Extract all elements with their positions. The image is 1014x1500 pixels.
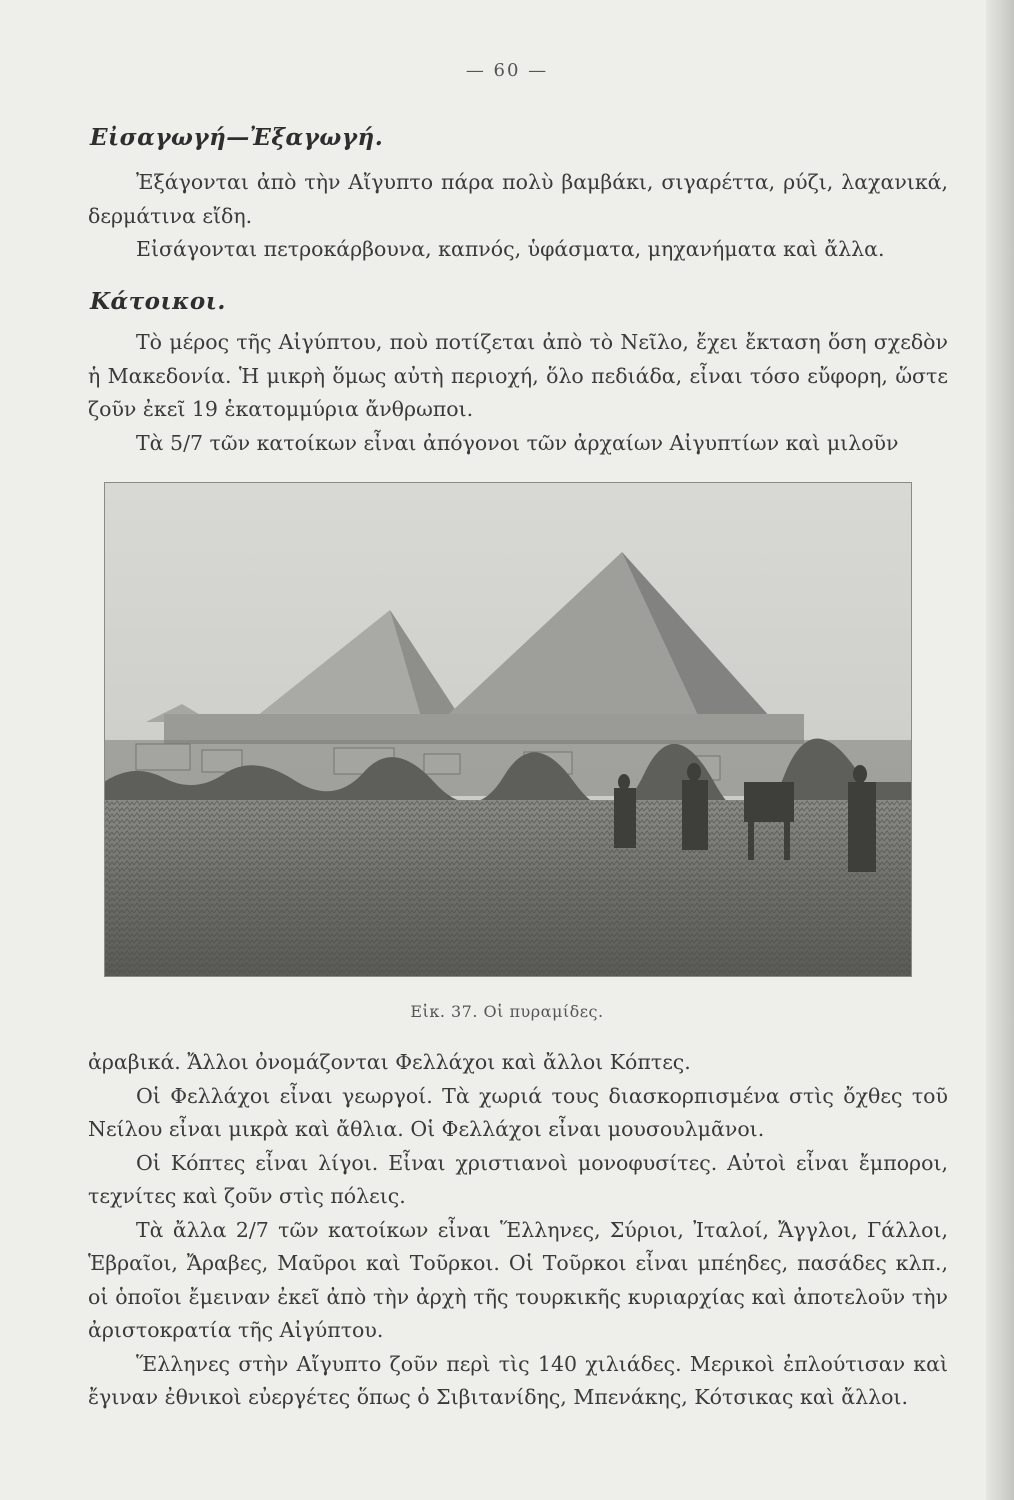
trade-imports: Εἰσάγονται πετροκάρβουνα, καπνός, ὑφάσματα, μηχανήματα καὶ ἄλλα. xyxy=(136,237,885,261)
inhabitants-text xyxy=(88,326,948,460)
fellahs-paragraph: Οἱ Φελλάχοι εἶναι γεωργοί. Τὰ χωριά τους διασκορπισμένα στὶς ὄχθες τοῦ Νείλου εἶναι μικρὰ καὶ ἄθλια. Οἱ Φελλάχοι εἶναι μουσουλμᾶνοι. xyxy=(88,1083,948,1141)
page-number: — 60 — xyxy=(465,60,549,81)
figure-caption: Εἰκ. 37. Οἱ πυραμίδες. xyxy=(410,1002,604,1021)
greeks-paragraph: Ἕλληνες στὴν Αἴγυπτο ζοῦν περὶ τὶς 140 χιλιάδες. Μερικοὶ ἐπλούτισαν καὶ ἔγιναν ἐθνικοὶ εὐεργέτες ὅπως ὁ Σιβιτανίδης, Μπενάκης, Κότσικας καὶ ἄλλοι. xyxy=(88,1351,948,1409)
trade-exports: Ἐξάγονται ἀπὸ τὴν Αἴγυπτο πάρα πολὺ βαμβάκι, σιγαρέττα, ρύζι, λαχανικά, δερμάτινα εἴδη. xyxy=(88,170,948,228)
page-edge-shadow xyxy=(986,0,1014,1500)
pyramids-photo xyxy=(104,482,912,977)
inhabitants-paragraph-2: Τὰ 5/7 τῶν κατοίκων εἶναι ἀπόγονοι τῶν ἀρχαίων Αἰγυπτίων καὶ μιλοῦν xyxy=(136,430,899,455)
copts-paragraph: Οἱ Κόπτες εἶναι λίγοι. Εἶναι χριστιανοὶ μονοφυσίτες. Αὐτοὶ εἶναι ἔμποροι, τεχνίτες καὶ ζοῦν στὶς πόλεις. xyxy=(88,1150,948,1208)
continuation-line-1: ἀραβικά. Ἄλλοι ὀνομάζονται Φελλάχοι καὶ ἄλλοι Κόπτες. xyxy=(88,1050,691,1074)
inhabitants-paragraph-1: Τὸ μέρος τῆς Αἰγύπτου, ποὺ ποτίζεται ἀπὸ τὸ Νεῖλο, ἔχει ἔκταση ὅση σχεδὸν ἡ Μακεδονία. Ἡ μικρὴ ὅμως αὐτὴ περιοχή, ὅλο πεδιάδα, εἶναι τόσο εὔφορη, ὥστε ζοῦν ἐκεῖ 19 ἑκατομμύρια ἄνθρωποι. xyxy=(88,330,948,421)
other-inhabitants-paragraph: Τὰ ἄλλα 2/7 τῶν κατοίκων εἶναι Ἕλληνες, Σύριοι, Ἰταλοί, Ἄγγλοι, Γάλλοι, Ἑβραῖοι, Ἄραβες, Μαῦροι καὶ Τοῦρκοι. Οἱ Τοῦρκοι εἶναι μπέηδες, πασάδες κλπ., οἱ ὁποῖοι ἔμειναν ἐκεῖ ἀπὸ τὴν ἀρχὴ τῆς τουρκικῆς κυριαρχίας καὶ ἀποτελοῦν τὴν ἀριστοκρατία τῆς Αἰγύπτου. xyxy=(88,1217,948,1342)
heading-trade: Εἰσαγωγή—Ἐξαγωγή. xyxy=(90,124,384,151)
trade-text xyxy=(88,166,948,267)
heading-inhabitants: Κάτοικοι. xyxy=(90,288,226,315)
continuation-text xyxy=(88,1046,948,1415)
